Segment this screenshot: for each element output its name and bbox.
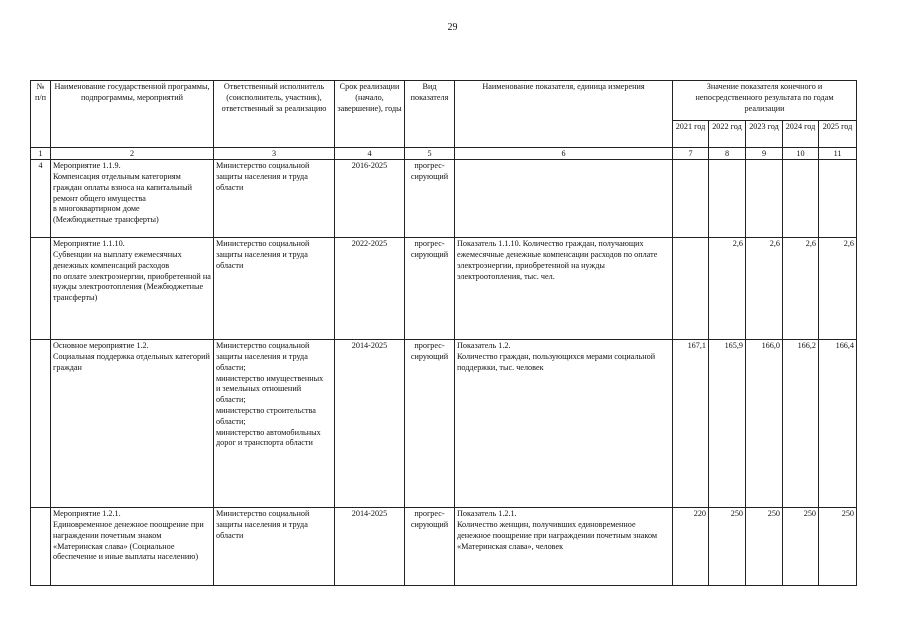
column-number: 7 [673,148,709,160]
header-type: Вид показателя [405,81,455,148]
cell-term: 2022-2025 [335,238,405,340]
cell-no [31,508,51,586]
column-number: 11 [819,148,857,160]
table-row [31,160,857,238]
cell-name: Мероприятие 1.1.10. Субвенции на выплату ежемесячных денежных компенсаций расходов по оплате электроэнергии, приобретенной на нужды электроотопления (Межбюджетные трансферты) [51,238,214,340]
header-no: № п/п [31,81,51,148]
cell-value-2022: 2,6 [709,238,746,340]
header-term: Срок реализации (начало, завершение), годы [335,81,405,148]
header-year-2024: 2024 год [783,121,819,148]
column-number: 10 [783,148,819,160]
header-year-2022: 2022 год [709,121,746,148]
cell-no [31,238,51,340]
cell-indicator: Показатель 1.2. Количество граждан, пользующихся мерами социальной поддержки, тыс. человек [455,340,673,508]
column-number: 9 [746,148,783,160]
cell-value-2021: 167,1 [673,340,709,508]
cell-value-2023: 166,0 [746,340,783,508]
header-indicator: Наименование показателя, единица измерения [455,81,673,148]
cell-value-2025: 250 [819,508,857,586]
cell-type: прогрес- сирующий [405,238,455,340]
column-number-row [31,148,857,160]
cell-name: Мероприятие 1.2.1. Единовременное денежное поощрение при награждении почетным знаком «Материнская слава» (Социальное обеспечение и иные выплаты населению) [51,508,214,586]
cell-value-2023 [746,160,783,238]
header-responsible: Ответственный исполнитель (соисполнитель, участник), ответственный за реализацию [214,81,335,148]
cell-value-2024: 250 [783,508,819,586]
table-row [31,508,857,586]
cell-value-2021: 220 [673,508,709,586]
cell-value-2021 [673,238,709,340]
cell-value-2024: 2,6 [783,238,819,340]
header-year-2023: 2023 год [746,121,783,148]
column-number: 2 [51,148,214,160]
cell-term: 2014-2025 [335,340,405,508]
program-table [30,80,857,586]
cell-value-2022 [709,160,746,238]
page-number: 29 [447,22,458,33]
cell-term: 2014-2025 [335,508,405,586]
cell-indicator: Показатель 1.1.10. Количество граждан, получающих ежемесячные денежные компенсации расходов по оплате электроэнергии, приобретенной на нужды электроотопления, тыс. чел. [455,238,673,340]
cell-type: прогрес- сирующий [405,508,455,586]
column-number: 5 [405,148,455,160]
header-values: Значение показателя конечного и непосредственного результата по годам реализации [673,81,857,121]
cell-value-2025 [819,160,857,238]
cell-value-2023: 250 [746,508,783,586]
cell-responsible: Министерство социальной защиты населения и труда области; министерство имущественных и земельных отношений области; министерство строительства области; министерство автомобильных дорог и транспорта области [214,340,335,508]
column-number: 6 [455,148,673,160]
cell-value-2022: 165,9 [709,340,746,508]
cell-value-2023: 2,6 [746,238,783,340]
cell-no: 4 [31,160,51,238]
cell-responsible: Министерство социальной защиты населения и труда области [214,508,335,586]
column-number: 4 [335,148,405,160]
cell-type: прогрес- сирующий [405,160,455,238]
cell-value-2024: 166,2 [783,340,819,508]
cell-no [31,340,51,508]
table-row [31,340,857,508]
cell-indicator [455,160,673,238]
column-number: 3 [214,148,335,160]
cell-value-2021 [673,160,709,238]
cell-value-2025: 2,6 [819,238,857,340]
column-number: 8 [709,148,746,160]
cell-indicator: Показатель 1.2.1. Количество женщин, получивших единовременное денежное поощрение при награждении почетным знаком «Материнская слава», человек [455,508,673,586]
cell-term: 2016-2025 [335,160,405,238]
cell-value-2024 [783,160,819,238]
header-year-2021: 2021 год [673,121,709,148]
header-name: Наименование государственной программы, подпрограммы, мероприятий [51,81,214,148]
cell-type: прогрес- сирующий [405,340,455,508]
cell-responsible: Министерство социальной защиты населения и труда области [214,238,335,340]
cell-value-2025: 166,4 [819,340,857,508]
cell-name: Мероприятие 1.1.9. Компенсация отдельным категориям граждан оплаты взноса на капитальный ремонт общего имущества в многоквартирном доме (Межбюджетные трансферты) [51,160,214,238]
cell-name: Основное мероприятие 1.2. Социальная поддержка отдельных категорий граждан [51,340,214,508]
column-number: 1 [31,148,51,160]
table-row [31,238,857,340]
cell-responsible: Министерство социальной защиты населения и труда области [214,160,335,238]
cell-value-2022: 250 [709,508,746,586]
header-year-2025: 2025 год [819,121,857,148]
